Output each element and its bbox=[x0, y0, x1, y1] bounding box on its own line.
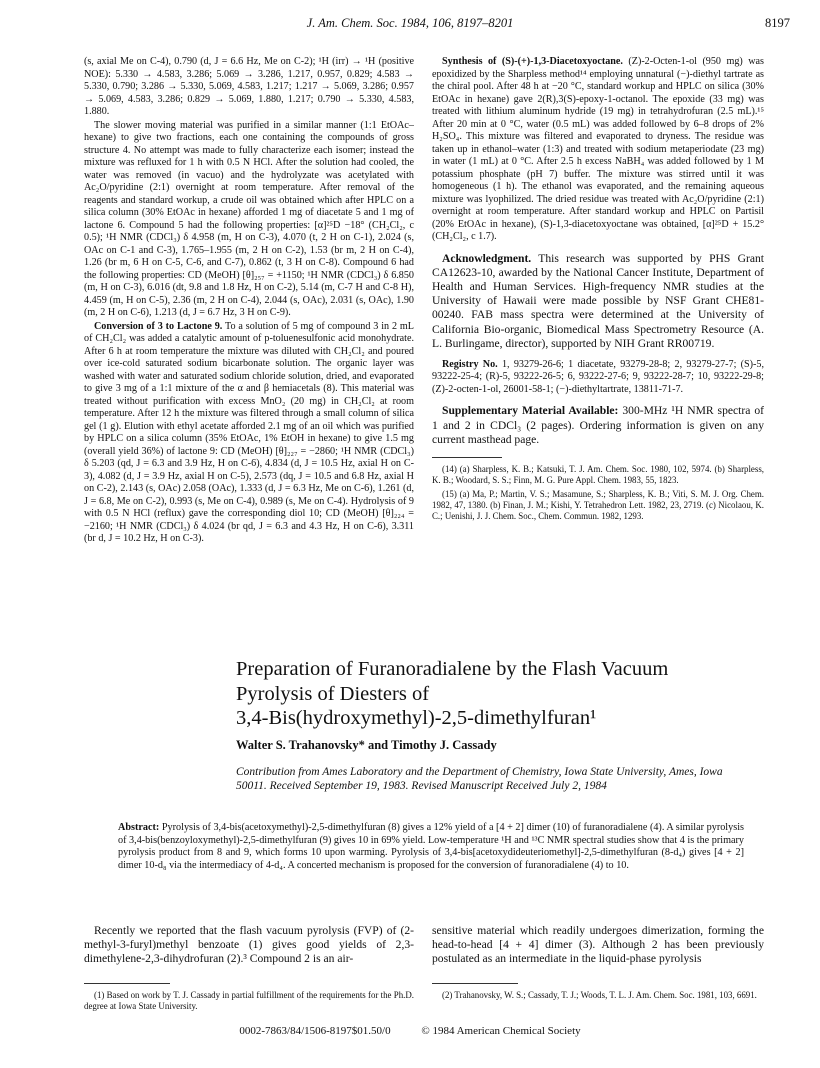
journal-citation: J. Am. Chem. Soc. 1984, 106, 8197–8201 bbox=[306, 16, 514, 30]
intro-left-column bbox=[84, 924, 414, 967]
abstract-body: Pyrolysis of 3,4-bis(acetoxymethyl)-2,5-dimethylfuran (8) gives a 12% yield of a [4 + 2] dimer (10) of furanoradialene (4). A similar pyrolysis of 3,4-bis(benzoyloxymethyl)-2,5-dimethylfuran (9) gives 10 in 69% yield. Low-temperature ¹H and ¹³C NMR spectral studies show that 4 is the primary pyrolysis product from 8 and 9, which forms 10 upon warming. Pyrolysis of 3,4-bis[acetoxydideuteriomethyl]-2,5-dimethylfuran (8-d₄) gives [4 + 2] dimer 10-d₈ via the intermediacy of 4-d₄. A concerted mechanism is proposed for the conversion of furanoradialene (4) to 10. bbox=[118, 822, 744, 871]
article-title bbox=[236, 657, 756, 731]
synthesis-paragraph bbox=[432, 56, 764, 244]
article-code: 0002-7863/84/1506-8197$01.50/0 bbox=[239, 1025, 391, 1037]
supplementary-body: 300-MHz ¹H NMR spectra of 1 and 2 in CDCl₃ (2 pages). Ordering information is given on any current masthead page. bbox=[432, 404, 764, 446]
article-affiliation: Contribution from Ames Laboratory and the Department of Chemistry, Iowa State University, Ames, Iowa 50011. Received September 19, 1983. Revised Manuscript Received July 2, 1984 bbox=[236, 766, 723, 792]
intro-paragraph: Recently we reported that the flash vacuum pyrolysis (FVP) of (2-methyl-3-furyl)methyl benzoate (1) gives good yields of 2,3-dimethylene-2,3-dihydrofuran (2).³ Compound 2 is an air- bbox=[84, 924, 414, 966]
abstract-heading: Abstract: bbox=[118, 822, 160, 833]
acknowledgment-section bbox=[432, 252, 764, 351]
intro-right-column bbox=[432, 924, 764, 967]
slower-moving-paragraph: The slower moving material was purified in a similar manner (1:1 EtOAc–hexane) to give two fractions, each one containing the compounds of gross structure 4. No attempt was made to fully characterize each isomer; instead the mixture was refluxed for 1 h with 0.5 N HCl. After the solution had cooled, the water was removed (in vacuo) and the hydrolyzate was acetylated with Ac₂O/pyridine (2:1) overnight at room temperature. After removal of the reagents and standard workup, a crude oil was obtained which after HPLC on a silica column (30% EtOAc in hexane) afforded 1 mg of diacetate 5 and 1 mg of lactone 6. Compound 5 had the following properties: [α]²⁵D −18° (CH₂Cl₂, c 0.5); ¹H NMR (CDCl₃) δ 4.958 (m, H on C-3), 4.070 (t, 2 H on C-1), 2.024 (s, OAc on C-1 and C-3), 1.765–1.955 (m, 2 H on C-2), 1.53 (br m, 2 H on C-4), 1.26 (br m, 6 H on C-5, C-6, and C-7), 0.862 (t, 3 H on C-8). Compound 6 had the following properties: CD (MeOH) [θ]₂₅₇ = +1150; ¹H NMR (CDCl₃) δ 6.850 (m, H on C-3), 6.016 (dt, 9.8 and 1.8 Hz, H on C-2), 5.14 (m, C-7 H and C-8 H), 4.459 (m, H on C-5), 2.36 (m, 2 H on C-4), 2.044 (s, OAc), 2.031 (s, OAc), 1.90 (m, 2 H on C-6), 1.213 (d, J = 6.7 Hz, 3 H on C-9). bbox=[84, 119, 414, 318]
references-divider bbox=[432, 457, 502, 458]
reference-15: (15) (a) Ma, P.; Martin, V. S.; Masamune, S.; Sharpless, K. B.; Viti, S. M. J. Org. Chem. 1982, 47, 1380. (b) Finan, J. M.; Kishi, Y. Tetrahedron Lett. 1982, 23, 2719. (c) Nicolaou, K. C.; Uenishi, J. J. Chem. Soc., Chem. Commun. 1982, 1293. bbox=[432, 489, 764, 522]
footnote-divider-right bbox=[432, 983, 518, 984]
right-column bbox=[432, 56, 764, 522]
supplementary-section bbox=[432, 404, 764, 447]
page-number: 8197 bbox=[765, 16, 790, 30]
footnote-2: (2) Trahanovsky, W. S.; Cassady, T. J.; Woods, T. L. J. Am. Chem. Soc. 1981, 103, 6691. bbox=[442, 990, 757, 1000]
references-list bbox=[432, 464, 764, 522]
conversion-heading: Conversion of 3 to Lactone 9. bbox=[94, 320, 223, 332]
title-line: Preparation of Furanoradialene by the Flash Vacuum bbox=[236, 658, 669, 680]
conversion-paragraph bbox=[84, 321, 414, 546]
footnote-divider-left bbox=[84, 983, 170, 984]
title-line: 3,4-Bis(hydroxymethyl)-2,5-dimethylfuran¹ bbox=[236, 707, 597, 729]
footnote-1: (1) Based on work by T. J. Cassady in partial fulfillment of the requirements for the Ph.D. degree at Iowa State University. bbox=[84, 990, 414, 1011]
registry-body: 1, 93279-26-6; 1 diacetate, 93279-28-8; 2, 93279-27-7; (S)-5, 93222-25-4; (R)-5, 93222-26-5; 6, 93222-27-6; 9, 93222-28-7; 10, 93222-29-8; (Z)-2-octen-1-ol, 26001-58-1; (−)-diethyltartrate, 13811-71-7. bbox=[432, 358, 764, 395]
conversion-body: To a solution of 5 mg of compound 3 in 2 mL of CH₂Cl₂ was added a catalytic amount of p-toluenesulfonic acid monohydrate. After 6 h at room temperature the mixture was diluted with CH₂Cl₂ and poured over ice-cold saturated sodium bicarbonate solution. The organic layer was washed with water and saturated sodium chloride solution, dried, and evaporated to give 3 mg of a 1:1 mixture of the α and β hemiacetals (8). This material was treated without purification with excess MnO₂ (20 mg) in CH₂Cl₂ at room temperature. After 12 h the mixture was filtered through a small column of silica gel (1 g). Elution with ethyl acetate afforded 2.1 mg of an oil which was purified by HPLC on a silica column (35% EtOAc, 1% EtOH in hexane) to give 1.5 mg (overall yield 36%) of lactone 9: CD (MeOH) [θ]₂₂₇ = −2860; ¹H NMR (CDCl₃) δ 5.203 (qd, J = 6.3 and 3.9 Hz, H on C-6), 4.834 (d, J = 10.5 Hz, axial H on C-3), 4.082 (d, J = 3.9 Hz, axial H on C-5), 2.573 (dq, J = 10.5 and 6.8 Hz, axial H on C-2), 2.143 (s, OAc) 2.058 (OAc), 1.333 (d, J = 6.3 Hz, Me on C-6), 1.261 (d, J = 6.8, Me on C-2), 0.993 (s, Me on C-4), 0.989 (s, Me on C-4). Hydrolysis of 9 with 0.5 N HCl (reflux) gave the corresponding diol 10; CD (MeOH) [θ]₂₂₄ = −2160; ¹H NMR (CDCl₃) δ 4.024 (br qd, J = 6.3 and 4.3 Hz, H on C-6), 3.311 (br d, J = 10.2 Hz, H on C-3). bbox=[84, 320, 414, 544]
acknowledgment-heading: Acknowledgment. bbox=[442, 251, 532, 265]
abstract bbox=[118, 822, 744, 872]
running-header bbox=[0, 16, 820, 36]
title-line: Pyrolysis of Diesters of bbox=[236, 682, 430, 705]
nmr-data-paragraph: (s, axial Me on C-4), 0.790 (d, J = 6.6 Hz, Me on C-2); ¹H (irr) → ¹H (positive NOE): 5.330 → 4.583, 3.286; 5.069 → 3.286, 1.217, 0.957, 0.829; 4.583 → 5.330, 0.790; 3.286 → 5.330, 5.069, 4.583, 1.217; 1.217 → 5.069, 3.286; 0.957 → 5.069, 4.583, 3.286; 0.829 → 5.069, 1.880, 1.217; 0.790 → 5.330, 4.583, 1.880. bbox=[84, 56, 414, 117]
page-footer bbox=[0, 1025, 820, 1037]
registry-paragraph bbox=[432, 359, 764, 397]
copyright-notice: © 1984 American Chemical Society bbox=[421, 1025, 581, 1037]
synthesis-body: (Z)-2-Octen-1-ol (950 mg) was epoxidized by the Sharpless method¹⁴ employing unnatural (−)-diethyl tartrate as the chiral pool. After 48 h at −20 °C, standard workup and HPLC on silica (30% EtOAc in hexane) gave 2(R),3(S)-epoxy-1-octanol. The epoxide (33 mg) was treated with lithium aluminum hydride (19 mg) in tetrahydrofuran (2.5 mL).¹⁵ After 20 min at 0 °C, water (0.5 mL) was added followed by 6–8 drops of 2% H₂SO₄. This mixture was filtered and evaporated to dryness. The residue was taken up in ethanol–water (1:3) and treated with sodium metaperiodate (23 mg) in water (1 mL) at 0 °C. After 2.5 h excess NaBH₄ was added followed by 1 M potassium phosphate (pH 7) buffer. The mixture was stirred until it was homogeneous (1 h). The ethanol was evaporated, and the remaining aqueous mixture was lyophilized. The dried residue was treated with Ac₂O/pyridine (2:1) overnight at room temperature. After standard workup and HPLC on Partisil (20% EtOAc in hexane), (S)-1,3-diacetoxyoctane was obtained, [α]²⁵D + 15.2° (CH₂Cl₂, c 1.7). bbox=[432, 56, 764, 242]
article-authors: Walter S. Trahanovsky* and Timothy J. Cassady bbox=[236, 738, 497, 752]
acknowledgment-body: This research was supported by PHS Grant CA12623-10, awarded by the National Cancer Institute, Department of Health and Human Services. High-frequency NMR studies at the University of Hawaii were made possible by NSF Grant CHE81-00240. FAB mass spectra were determined at the University of California Bio-organic, Biomedical Mass Spectrometry Resource (A. L. Burlingame, director), supported by NIH Grant RR00719. bbox=[432, 251, 764, 350]
synthesis-heading: Synthesis of (S)-(+)-1,3-Diacetoxyoctane. bbox=[442, 56, 623, 67]
intro-paragraph-continued: sensitive material which readily undergoes dimerization, forming the head-to-head [4 + 4] dimer (3). Although 2 has been previously postulated as an intermediate in the liquid-phase pyrolysis bbox=[432, 924, 764, 966]
supplementary-heading: Supplementary Material Available: bbox=[442, 404, 619, 418]
left-column bbox=[84, 56, 414, 544]
registry-heading: Registry No. bbox=[442, 358, 498, 370]
reference-14: (14) (a) Sharpless, K. B.; Katsuki, T. J. Am. Chem. Soc. 1980, 102, 5974. (b) Sharpless, K. B.; Woodard, S. S.; Finn, M. G. Pure Appl. Chem. 1983, 55, 1823. bbox=[432, 464, 764, 486]
